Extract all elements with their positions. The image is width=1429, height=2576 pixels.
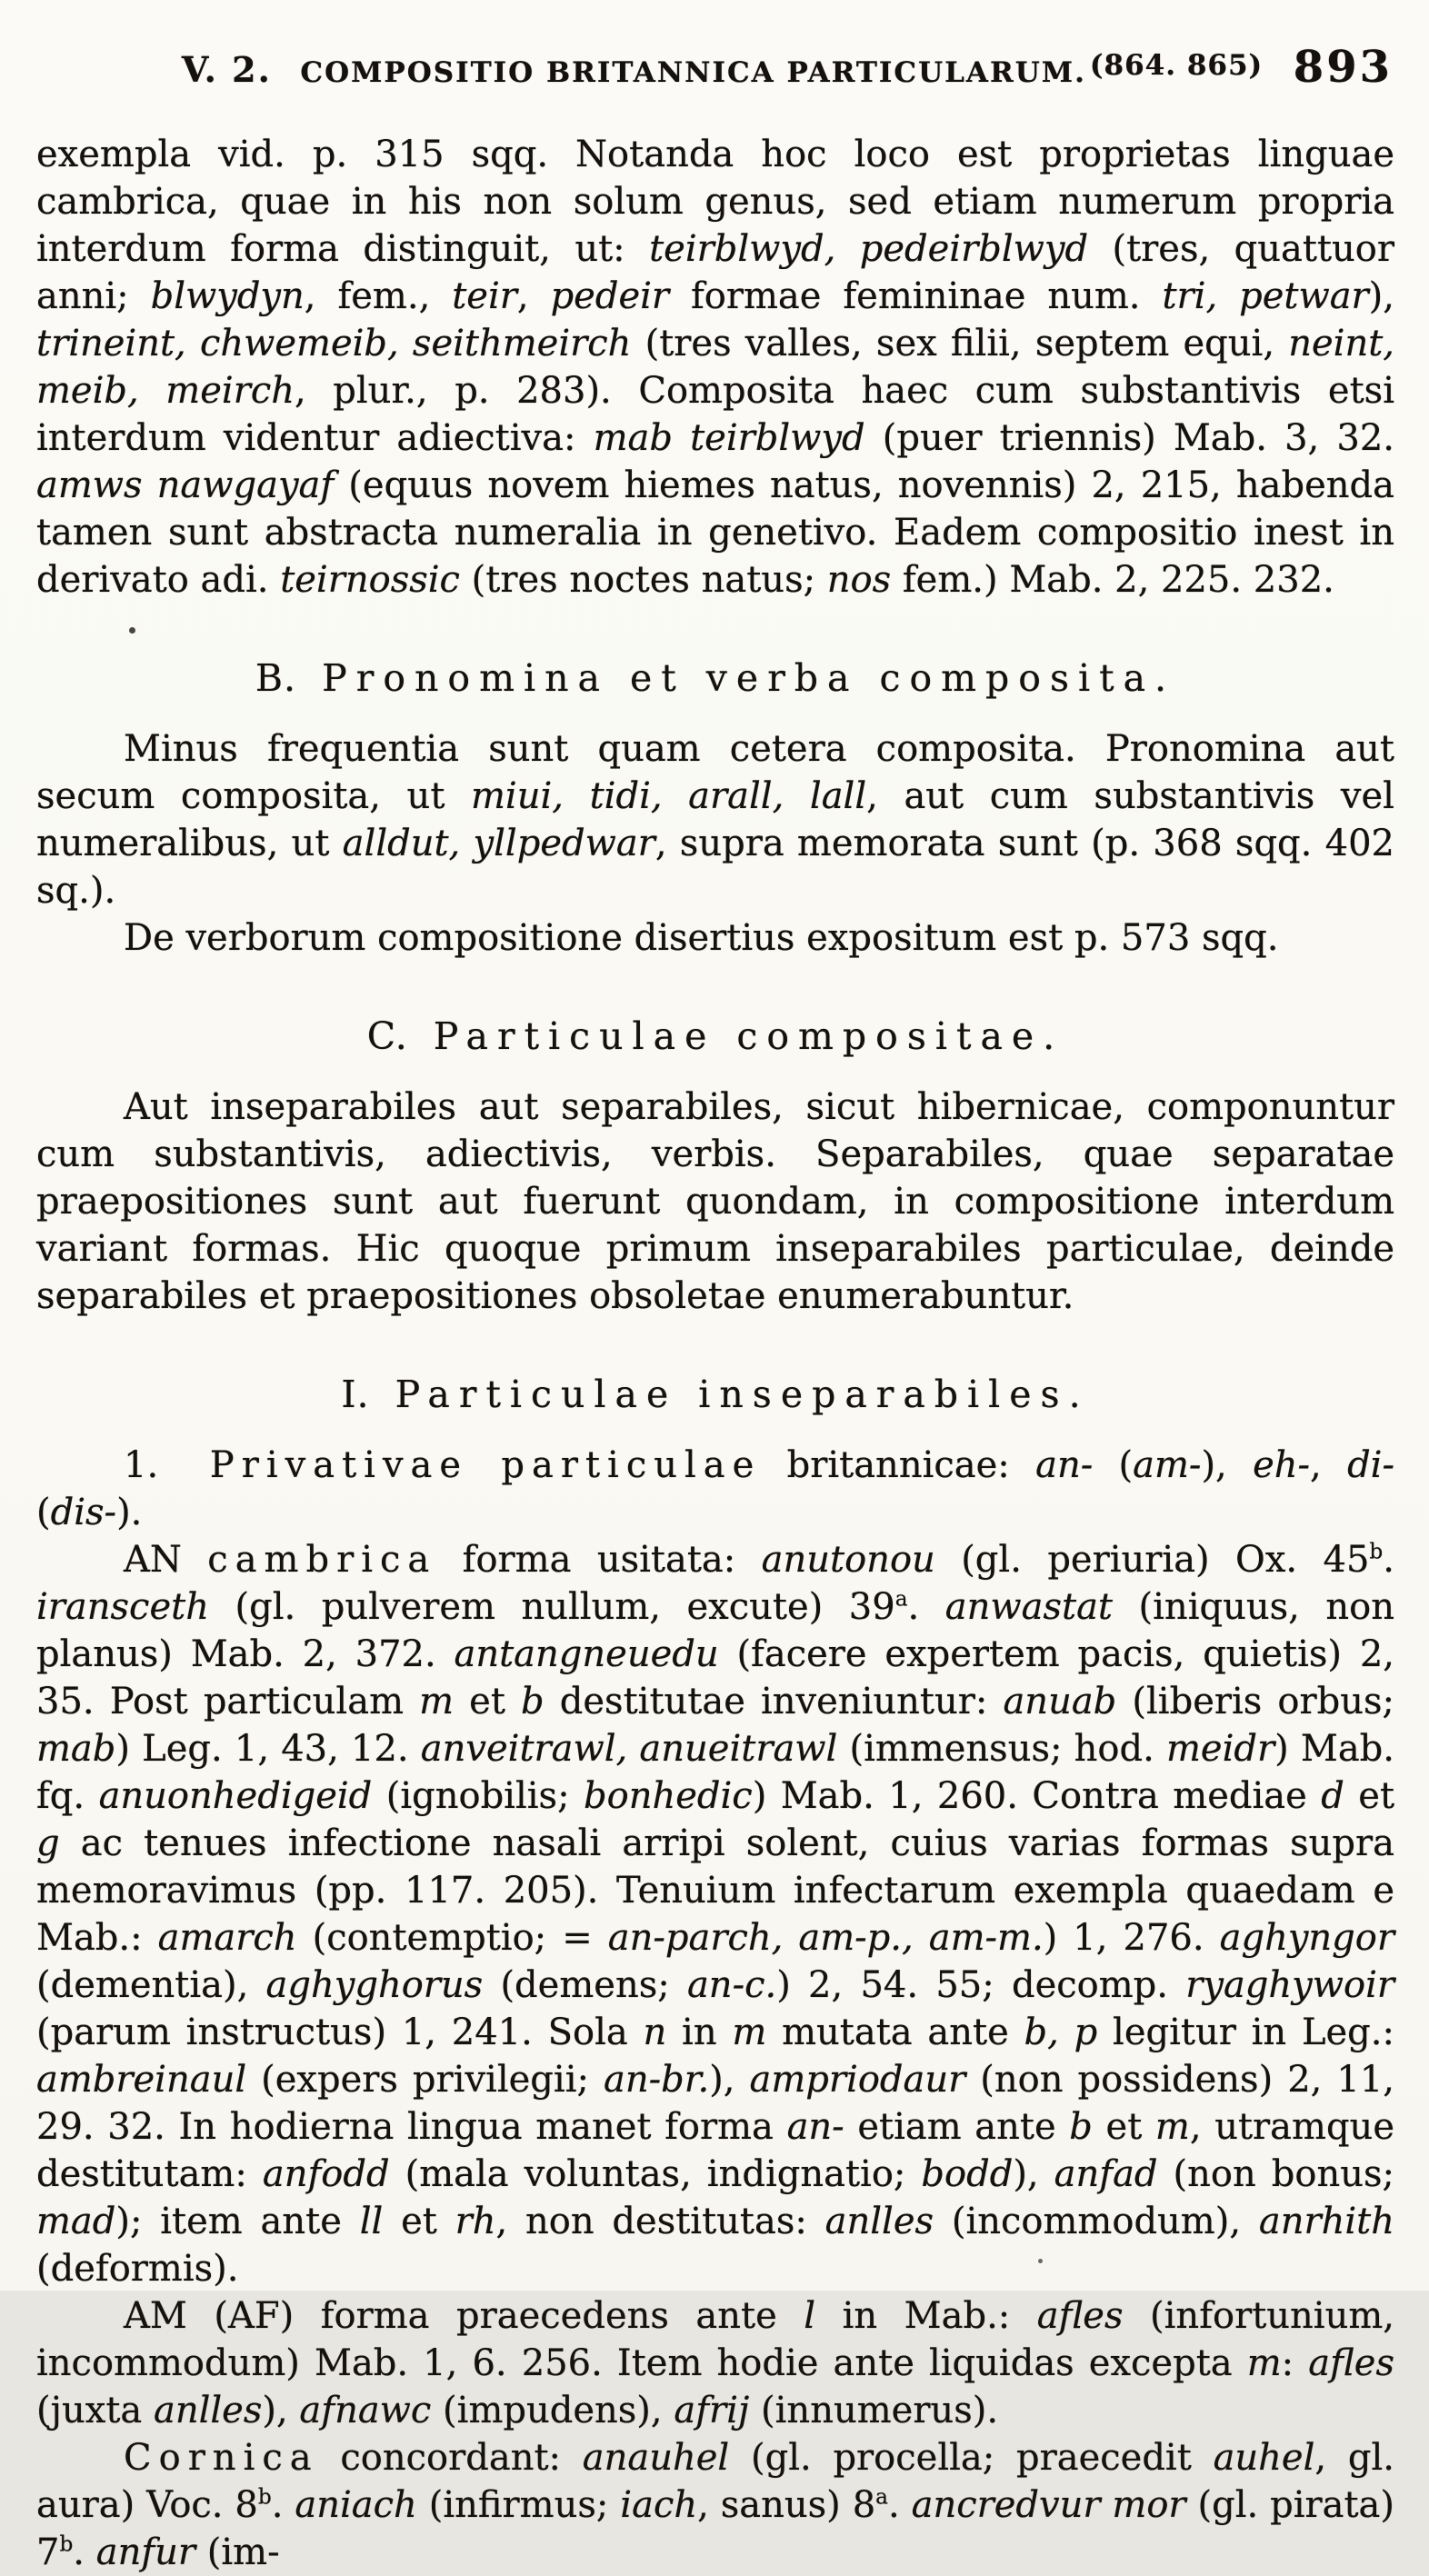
text-run: britannicae:: [761, 1444, 1036, 1486]
italic-term: m: [419, 1681, 455, 1722]
spaced-text: Pronomina et verba composita.: [322, 656, 1176, 700]
paragraph: [36, 1536, 1394, 2292]
italic-term: b, p: [1024, 2012, 1098, 2053]
text-run: (parum instructus) 1, 241. Sola: [36, 2012, 644, 2053]
text-run: et: [1344, 1775, 1395, 1817]
text-run: (incommodum),: [934, 2201, 1259, 2242]
text-run: , utramque destitutam:: [36, 2106, 1394, 2195]
text-run: ,: [516, 275, 551, 317]
text-run: ),: [1013, 2153, 1054, 2195]
text-run: legitur in Leg.:: [1097, 2012, 1394, 2053]
running-title: [182, 49, 1086, 90]
italic-term: anlles: [153, 2390, 263, 2431]
text-run: fem.) Mab. 2, 225. 232.: [891, 559, 1334, 601]
italic-term: ampriodaur: [749, 2059, 966, 2101]
paragraph: [36, 1083, 1394, 1320]
italic-term: b: [1069, 2106, 1093, 2148]
italic-term: nos: [826, 559, 892, 601]
spaced-text: cambrica: [207, 1539, 437, 1581]
italic-term: b: [521, 1681, 545, 1722]
italic-term: afles: [1036, 2295, 1124, 2337]
spaced-text: Particulae compositae.: [433, 1014, 1064, 1058]
italic-term: afles: [1308, 2342, 1394, 2384]
section-number: V. 2.: [181, 49, 272, 90]
paragraph: [36, 131, 1394, 604]
italic-term: bonhedic: [584, 1775, 753, 1817]
text-run: formae femininae num.: [669, 275, 1163, 317]
italic-term: eh-: [1253, 1444, 1311, 1486]
italic-term: m: [732, 2012, 767, 2053]
text-run: (: [1093, 1444, 1134, 1486]
text-run: ) Mab. 1, 260. Contra mediae: [752, 1775, 1322, 1817]
italic-term: afrij: [674, 2390, 750, 2431]
text-run: (deformis).: [36, 2248, 239, 2290]
text-run: B.: [255, 656, 323, 700]
italic-term: teir: [452, 275, 517, 317]
text-run: .: [271, 2484, 295, 2526]
text-run: (dementia),: [36, 1964, 266, 2006]
text-run: et: [454, 1681, 522, 1722]
text-run: ac tenues infectione nasali arripi solent, cuius varias formas supra memoravimus (pp. 117. 205). Tenuium infectarum exempla quaedam e Mab.:: [36, 1822, 1394, 1959]
text-run: (contemptio; =: [296, 1917, 608, 1959]
italic-term: afnawc: [299, 2390, 432, 2431]
italic-term: meidr: [1165, 1728, 1275, 1770]
spaced-text: Particulae inseparabiles.: [395, 1373, 1090, 1416]
superscript-folio-letter: b: [59, 2531, 74, 2557]
text-run: destitutae inveniuntur:: [544, 1681, 1004, 1722]
text-run: (non possidens) 2, 11, 29. 32. In hodierna lingua manet forma: [36, 2059, 1394, 2148]
text-run: (gl. procella; praecedit: [729, 2437, 1214, 2479]
italic-term: iransceth: [36, 1586, 209, 1628]
text-run: etiam ante: [844, 2106, 1070, 2148]
text-run: AN: [124, 1539, 208, 1581]
text-run: (gl. pulverem nullum, excute) 39: [208, 1586, 895, 1628]
text-run: .: [73, 2531, 96, 2573]
paragraph: [36, 914, 1394, 962]
italic-term: an-c.: [686, 1964, 777, 2006]
text-run: ) Leg. 1, 43, 12.: [115, 1728, 421, 1770]
italic-term: an-: [786, 2106, 844, 2148]
text-run: ) 2, 54. 55; decomp.: [776, 1964, 1186, 2006]
italic-term: anuab: [1003, 1681, 1117, 1722]
text-run: (immensus; hod.: [837, 1728, 1166, 1770]
italic-term: anfodd: [262, 2153, 390, 2195]
text-run: .: [887, 2484, 912, 2526]
italic-term: ll: [359, 2201, 384, 2242]
italic-term: rh: [455, 2201, 496, 2242]
text-run: (infortunium, incommodum) Mab. 1, 6. 256. Item hodie ante liquidas excepta: [36, 2295, 1394, 2384]
text-run: concordant:: [318, 2437, 583, 2479]
spaced-text: Cornica: [124, 2437, 319, 2479]
italic-term: trineint, chwemeib, seithmeirch: [36, 323, 632, 364]
parenthetical-pages: (864. 865): [1089, 49, 1264, 82]
text-run: (im-: [195, 2531, 280, 2573]
text-run: exempla vid. p. 315 sqq. Notanda hoc loco est proprietas linguae cambrica, quae in his non solum genus, sed etiam numerum propria interdum forma distinguit, ut:: [36, 134, 1394, 270]
text-run: et: [383, 2201, 455, 2242]
italic-term: teirblwyd, pedeirblwyd: [649, 228, 1089, 270]
italic-term: ambreinaul: [36, 2059, 247, 2101]
text-run: ),: [1201, 1444, 1254, 1486]
text-run: , fem.,: [304, 275, 453, 317]
superscript-folio-letter: b: [257, 2484, 272, 2510]
scan-speck: [129, 627, 135, 634]
italic-term: aghyghorus: [265, 1964, 484, 2006]
italic-term: iach: [620, 2484, 698, 2526]
text-run: et: [1092, 2106, 1155, 2148]
paragraph: [36, 2292, 1394, 2434]
text-run: De verborum compositione disertius expositum est p. 573 sqq.: [124, 917, 1279, 959]
superscript-folio-letter: a: [875, 2484, 888, 2510]
text-run: , plur., p. 283). Composita haec cum substantivis etsi interdum videntur adiectiva:: [36, 370, 1394, 459]
italic-term: anfad: [1054, 2153, 1158, 2195]
text-run: (tres, quattuor anni;: [36, 228, 1394, 317]
italic-term: dis-: [50, 1492, 117, 1533]
text-run: , aut cum substantivis vel numeralibus, ut: [36, 775, 1394, 864]
spaced-text: Privativae particulae: [209, 1444, 762, 1486]
text-run: (iniquus, non planus) Mab. 2, 372.: [36, 1586, 1395, 1675]
italic-term: m: [1246, 2342, 1282, 2384]
text-run: , sanus) 8: [697, 2484, 876, 2526]
text-run: ),: [262, 2390, 300, 2431]
italic-term: aniach: [295, 2484, 417, 2526]
text-run: Minus frequentia sunt quam cetera composita. Pronomina aut secum composita, ut: [36, 728, 1394, 817]
text-run: , supra memorata sunt (p. 368 sqq. 402 sq.).: [36, 823, 1394, 912]
text-run: (tres valles, sex filii, septem equi,: [631, 323, 1289, 364]
italic-term: amarch: [157, 1917, 297, 1959]
italic-term: anauhel: [582, 2437, 730, 2479]
italic-term: am-: [1133, 1444, 1202, 1486]
text-run: (mala voluntas, indignatio;: [389, 2153, 922, 2195]
italic-term: g: [36, 1822, 60, 1864]
italic-term: tri, petwar: [1162, 275, 1369, 317]
text-run: AM (AF) forma praecedens ante: [124, 2295, 804, 2337]
section-heading: [36, 1013, 1394, 1060]
italic-term: anwastat: [944, 1586, 1113, 1628]
text-run: mutata ante: [766, 2012, 1024, 2053]
text-run: (infirmus;: [416, 2484, 621, 2526]
text-run: , non destitutas:: [495, 2201, 825, 2242]
superscript-folio-letter: a: [894, 1586, 908, 1612]
text-run: (tres noctes natus;: [459, 559, 827, 601]
italic-term: anrhith: [1258, 2201, 1394, 2242]
italic-term: amws nawgayaf: [36, 464, 335, 506]
paragraph: [36, 1442, 1394, 1536]
italic-term: anutonou: [761, 1539, 935, 1581]
text-run: (non bonus;: [1157, 2153, 1394, 2195]
text-run: in Mab.:: [815, 2295, 1037, 2337]
superscript-folio-letter: b: [1369, 1539, 1384, 1564]
italic-term: miui, tidi, arall, lall: [471, 775, 867, 817]
italic-term: neint, meib, meirch: [36, 323, 1394, 412]
header-pagination: [1090, 42, 1393, 93]
text-run: ).: [116, 1492, 143, 1533]
text-run: C.: [366, 1014, 434, 1058]
italic-term: an-: [1035, 1444, 1094, 1486]
text-run: in: [666, 2012, 733, 2053]
text-run: ),: [709, 2059, 750, 2101]
text-run: (: [36, 1492, 51, 1533]
text-run: forma usitata:: [436, 1539, 762, 1581]
text-run: ,: [1310, 1444, 1348, 1486]
italic-term: ancredvur mor: [911, 2484, 1186, 2526]
italic-term: auhel: [1213, 2437, 1315, 2479]
italic-term: d: [1321, 1775, 1344, 1817]
italic-term: pedeir: [550, 275, 670, 317]
page-header: [36, 42, 1394, 102]
scan-speck: [1038, 2259, 1043, 2263]
text-run: (ignobilis;: [372, 1775, 584, 1817]
paragraph: [36, 2434, 1394, 2576]
text-run: ) 1, 276.: [1043, 1917, 1220, 1959]
italic-term: alldut, yllpedwar: [342, 823, 655, 864]
text-run: 1.: [124, 1444, 210, 1486]
text-run: (expers privilegii;: [246, 2059, 604, 2101]
section-heading: [36, 1371, 1394, 1418]
italic-term: di-: [1347, 1444, 1394, 1486]
page-number: 893: [1293, 42, 1393, 93]
paragraph: [36, 725, 1394, 914]
text-run: (demens;: [483, 1964, 687, 2006]
italic-term: m: [1154, 2106, 1190, 2148]
italic-term: ryaghywoir: [1185, 1964, 1394, 2006]
text-run: :: [1281, 2342, 1309, 2384]
text-run: I.: [341, 1373, 395, 1416]
italic-term: an-br.: [604, 2059, 710, 2101]
text-run: , gl. aura) Voc. 8: [36, 2437, 1394, 2526]
italic-term: teirnossic: [280, 559, 460, 601]
text-run: (gl. periuria) Ox. 45: [934, 1539, 1370, 1581]
text-run: (puer triennis) Mab. 3, 32.: [864, 417, 1395, 459]
text-run: (gl. pirata) 7: [36, 2484, 1395, 2573]
italic-term: anuonhedigeid: [98, 1775, 373, 1817]
text-run: ),: [1368, 275, 1394, 317]
italic-term: aghyngor: [1219, 1917, 1394, 1959]
text-run: ); item ante: [115, 2201, 360, 2242]
text-block: [36, 131, 1394, 2576]
text-run: (juxta: [36, 2390, 154, 2431]
text-run: (facere expertem pacis, quietis) 2, 35. Post particulam: [36, 1633, 1394, 1722]
text-run: (impudens),: [431, 2390, 675, 2431]
text-run: .: [907, 1586, 945, 1628]
italic-term: anlles: [824, 2201, 934, 2242]
italic-term: anveitrawl, anueitrawl: [420, 1728, 838, 1770]
text-run: Aut inseparabiles aut separabiles, sicut hibernicae, componuntur cum substantivis, adiectivis, verbis. Separabiles, quae separatae praepositiones sunt aut fuerunt quondam, in compositione interdum variant formas. Hic quoque primum inseparabiles particulae, deinde separabiles et praepositiones obsoletae enumerabuntur.: [36, 1086, 1394, 1317]
italic-term: blwydyn: [150, 275, 305, 317]
text-run: (equus novem hiemes natus, novennis) 2, 215, habenda tamen sunt abstracta numeralia in genetivo. Eadem compositio inest in derivato adi.: [36, 464, 1394, 601]
italic-term: mab: [36, 1728, 116, 1770]
text-run: .: [1383, 1539, 1394, 1581]
italic-term: l: [804, 2295, 816, 2337]
text-run: (innumerus).: [749, 2390, 999, 2431]
italic-term: an-parch, am-p., am-m.: [607, 1917, 1044, 1959]
section-heading: [36, 654, 1394, 702]
italic-term: mad: [36, 2201, 116, 2242]
text-run: (liberis orbus;: [1116, 1681, 1394, 1722]
text-run: ) Mab. fq.: [36, 1728, 1395, 1817]
italic-term: antangneuedu: [454, 1633, 719, 1675]
page-title: COMPOSITIO BRITANNICA PARTICULARUM.: [300, 56, 1086, 89]
italic-term: anfur: [95, 2531, 196, 2573]
italic-term: mab teirblwyd: [593, 417, 865, 459]
italic-term: bodd: [921, 2153, 1014, 2195]
italic-term: n: [643, 2012, 667, 2053]
